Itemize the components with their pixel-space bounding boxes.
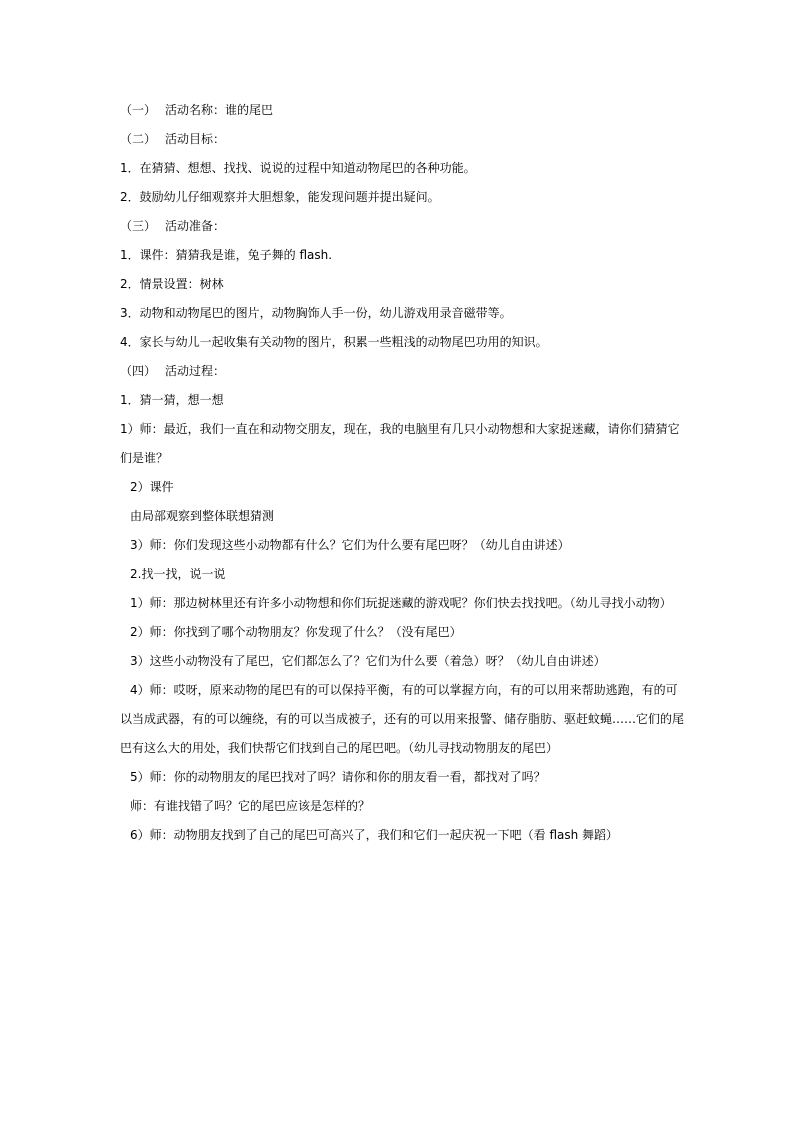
step-1-title: 1．猜一猜，想一想 <box>120 393 224 407</box>
section-title: 活动过程： <box>165 364 226 378</box>
step-2-title: 2.找一找，说一说 <box>130 567 226 581</box>
section-1-heading <box>120 100 680 129</box>
step-1-para-1-line-1: 1）师：最近，我们一直在和动物交朋友，现在，我的电脑里有几只小动物想和大家捉迷藏，请你们猜猜它 <box>120 422 680 436</box>
step-1-para-2-detail: 由局部观察到整体联想猜测 <box>130 509 275 523</box>
goal-item-1: 1．在猜猜、想想、找找、说说的过程中知道动物尾巴的各种功能。 <box>120 161 476 175</box>
prep-item-2: 2．情景设置：树林 <box>120 277 224 291</box>
prep-item-4: 4．家长与幼儿一起收集有关动物的图片，积累一些粗浅的动物尾巴功用的知识。 <box>120 335 548 349</box>
step-2-para-6: 6）师：动物朋友找到了自己的尾巴可高兴了，我们和它们一起庆祝一下吧（看 flash 舞蹈） <box>130 828 619 842</box>
step-2-para-4-line-1: 4）师：哎呀，原来动物的尾巴有的可以保持平衡，有的可以掌握方向，有的可以用来帮助逃跑，有的可 <box>130 683 678 697</box>
section-2-heading <box>120 129 680 158</box>
section-number: （三） <box>120 219 157 233</box>
step-1-para-1-line-2: 们是谁？ <box>120 451 169 465</box>
step-1-para-2: 2）课件 <box>130 480 174 494</box>
lesson-plan-body <box>120 100 685 854</box>
section-title: 活动目标： <box>165 132 226 146</box>
section-title: 活动名称：谁的尾巴 <box>165 103 274 117</box>
prep-item-3: 3．动物和动物尾巴的图片，动物胸饰人手一份，幼儿游戏用录音磁带等。 <box>120 306 512 320</box>
step-2-para-1: 1）师：那边树林里还有许多小动物想和你们玩捉迷藏的游戏呢？你们快去找找吧。（幼儿寻找小动物） <box>130 596 672 610</box>
step-2-para-2: 2）师：你找到了哪个动物朋友？你发现了什么？（没有尾巴） <box>130 625 462 639</box>
section-number: （四） <box>120 364 157 378</box>
section-4-heading <box>120 361 680 390</box>
section-3-heading <box>120 216 680 245</box>
step-2-para-3: 3）这些小动物没有了尾巴，它们都怎么了？它们为什么要（着急）呀？（幼儿自由讲述） <box>130 654 606 668</box>
prep-item-1: 1．课件：猜猜我是谁，兔子舞的 flash. <box>120 248 333 262</box>
step-1-para-3: 3）师：你们发现这些小动物都有什么？它们为什么要有尾巴呀？（幼儿自由讲述） <box>130 538 570 552</box>
goal-item-2: 2．鼓励幼儿仔细观察并大胆想象，能发现问题并提出疑问。 <box>120 190 440 204</box>
step-2-para-5: 5）师：你的动物朋友的尾巴找对了吗？请你和你的朋友看一看，都找对了吗？ <box>130 770 546 784</box>
step-2-para-4-line-2: 以当成武器，有的可以缠绕，有的可以当成被子，还有的可以用来报警、储存脂肪、驱赶蚊蝇……它们的尾 <box>120 712 685 726</box>
section-number: （二） <box>120 132 157 146</box>
step-2-para-4-line-3: 巴有这么大的用处，我们快帮它们找到自己的尾巴吧。（幼儿寻找动物朋友的尾巴） <box>120 741 559 755</box>
section-title: 活动准备： <box>165 219 226 233</box>
section-number: （一） <box>120 103 157 117</box>
step-2-para-5-followup: 师：有谁找错了吗？它的尾巴应该是怎样的？ <box>130 799 371 813</box>
